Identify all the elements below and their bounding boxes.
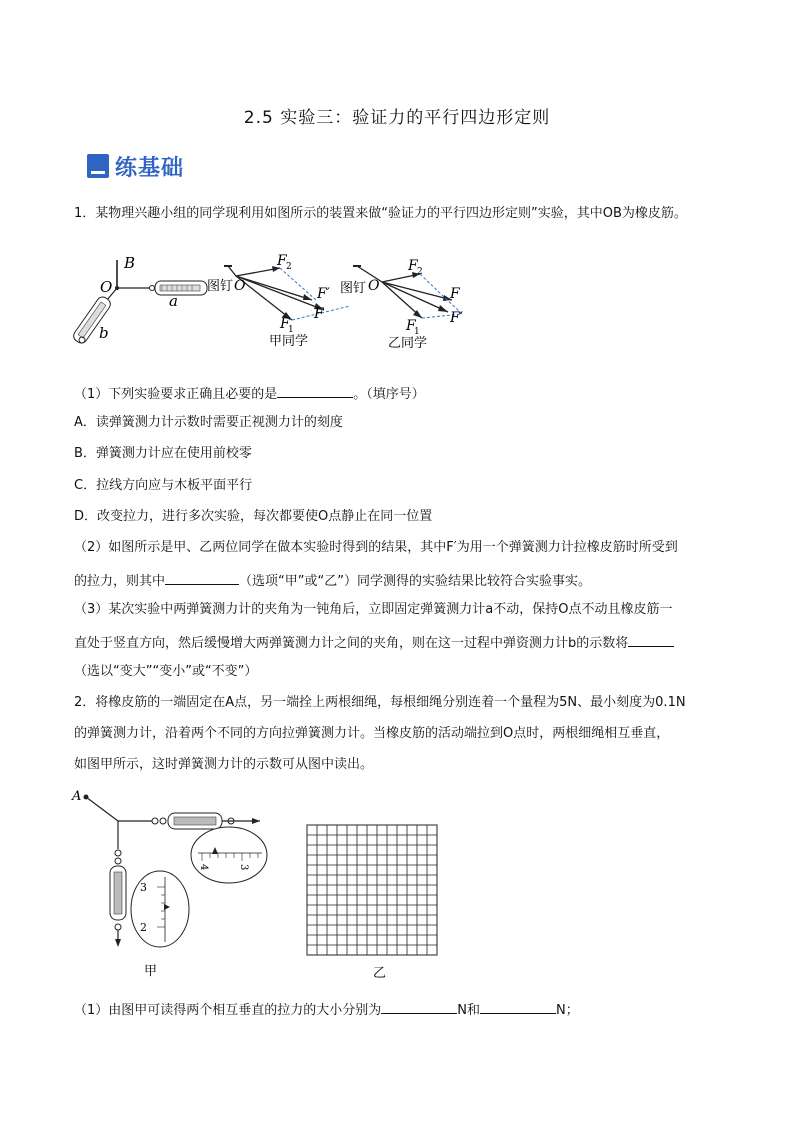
- q1-option-b: B．弹簧测力计应在使用前校零: [74, 446, 252, 461]
- caption-jia: 甲同学: [269, 334, 309, 349]
- label-Fprime-yi: F′: [450, 310, 463, 326]
- label-O-jia: O: [234, 278, 246, 294]
- page-title: 2.5 实验三：验证力的平行四边形定则: [243, 108, 551, 128]
- q1-sub3-line2: [74, 632, 724, 653]
- q1-sub1-blank[interactable]: [277, 383, 353, 398]
- q2-sub1: [74, 999, 724, 1020]
- label-b: b: [99, 324, 109, 342]
- q1-sub1: [74, 383, 724, 404]
- label-F2-sub-jia: 2: [286, 262, 292, 272]
- label-F2-sub-yi: 2: [417, 267, 423, 277]
- q1-sub2-blank[interactable]: [165, 570, 239, 585]
- label-F1-sub-yi: 1: [414, 327, 420, 337]
- q2-sub1-text-c: N；: [556, 1003, 579, 1018]
- q1-sub2-line1: （2）如图所示是甲、乙两位同学在做本实验时得到的结果，其中F′为用一个弹簧测力计拉橡皮筋时所受到: [74, 540, 678, 555]
- q1-stem: 1．某物理兴趣小组的同学现利用如图所示的装置来做“验证力的平行四边形定则”实验，其中OB为橡皮筋。: [74, 206, 687, 221]
- label-nail-jia: 图钉: [207, 279, 234, 294]
- q1-sub2-text-b: （选项“甲”或“乙”）同学测得的实验结果比较符合实验事实。: [239, 574, 591, 589]
- tick-label-3: 3: [140, 881, 147, 894]
- q2-sub1-text-a: （1）由图甲可读得两个相互垂直的拉力的大小分别为: [74, 1003, 382, 1018]
- q1-option-c: C．拉线方向应与木板平面平行: [74, 478, 253, 493]
- label-F-yi: F: [450, 286, 460, 302]
- q2-sub1-text-b: N和: [457, 1003, 481, 1018]
- tick-label-2: 2: [140, 921, 147, 934]
- q1-sub2-line2: [74, 570, 724, 591]
- label-F1-yi: F: [406, 318, 416, 334]
- label-O-yi: O: [368, 278, 380, 294]
- label-F2-yi: F: [408, 258, 418, 274]
- q1-option-a: A．读弹簧测力计示数时需要正视测力计的刻度: [74, 415, 343, 430]
- label-a: a: [169, 292, 178, 310]
- q2-line3: 如图甲所示，这时弹簧测力计的示数可从图中读出。: [74, 757, 374, 772]
- label-F1-sub-jia: 1: [288, 325, 294, 335]
- q2-sub1-blank-2[interactable]: [480, 999, 556, 1014]
- spring-scale-apparatus: [84, 795, 268, 948]
- caption-yi: 乙同学: [388, 336, 428, 351]
- label-F2-jia: F: [277, 253, 287, 269]
- q2-line2: 的弹簧测力计，沿着两个不同的方向拉弹簧测力计。当橡皮筋的活动端拉到O点时，两根细绳相互垂直，: [74, 726, 670, 741]
- q1-option-d: D．改变拉力，进行多次实验，每次都要使O点静止在同一位置: [74, 509, 433, 524]
- caption-yi-2: 乙: [373, 966, 387, 981]
- label-F-jia: F: [314, 306, 324, 322]
- q2-sub1-blank-1[interactable]: [381, 999, 457, 1014]
- label-A: A: [72, 789, 82, 804]
- label-F1-jia: F: [280, 316, 290, 332]
- tick-label-3h: 3: [238, 864, 249, 871]
- section-header: [87, 150, 184, 182]
- q1-sub3-text: 直处于竖直方向，然后缓慢增大两弹簧测力计之间的夹角，则在这一过程中弹资测力计b的示数将: [74, 636, 629, 651]
- q1-sub3-line3: （选以“变大”“变小”或“不变”）: [74, 664, 258, 679]
- q1-sub1-text: （1）下列实验要求正确且必要的是: [74, 387, 278, 402]
- section-label: 练基础: [115, 155, 185, 181]
- tick-label-4h: 4: [198, 864, 209, 871]
- q2-line1: 2．将橡皮筋的一端固定在A点，另一端拴上两根细绳，每根细绳分别连着一个量程为5N、最小刻度为0.1N: [74, 695, 686, 710]
- caption-jia-2: 甲: [144, 964, 158, 979]
- q1-sub3-blank[interactable]: [628, 632, 674, 647]
- q1-sub2-text-a: 的拉力，则其中: [74, 574, 166, 589]
- label-O: O: [100, 278, 113, 296]
- apparatus-drawing: [72, 260, 207, 345]
- q1-figure: [72, 248, 492, 358]
- label-Fprime-jia: F′: [317, 286, 330, 302]
- label-nail-yi: 图钉: [340, 281, 367, 296]
- q2-figure: [70, 787, 450, 982]
- grid-yi: [307, 825, 437, 955]
- label-B: B: [124, 254, 136, 272]
- book-icon: [87, 154, 109, 178]
- q1-sub3-line1: （3）某次实验中两弹簧测力计的夹角为一钝角后，立即固定弹簧测力计a不动，保持O点不动且橡皮筋一: [74, 602, 673, 617]
- q1-sub1-tail: 。（填序号）: [353, 387, 425, 402]
